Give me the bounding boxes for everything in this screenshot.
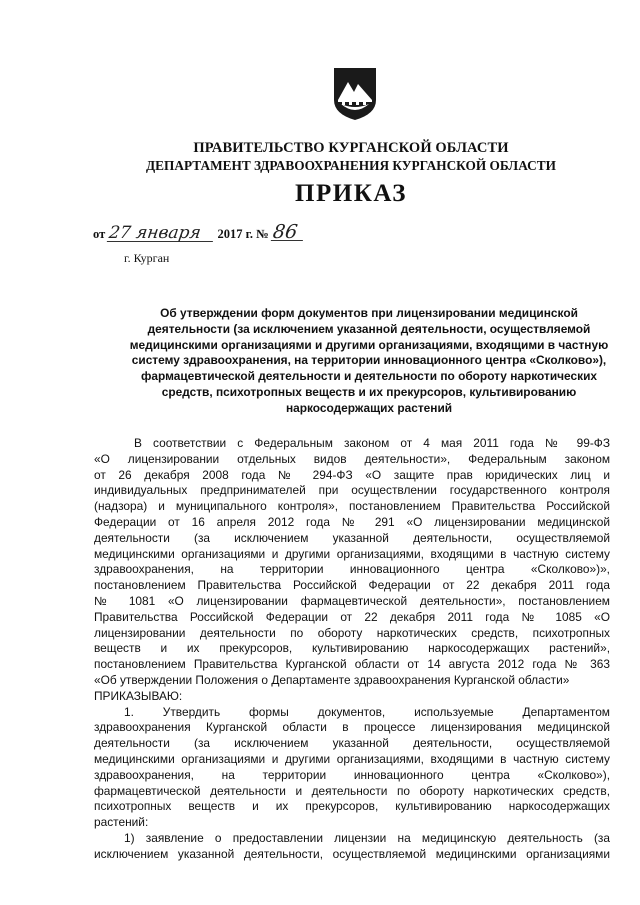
preamble-line: В соответствии с Федеральным законом от 4 мая 2011 года № 99-ФЗ [134, 436, 610, 450]
preamble-line: «О лицензировании отдельных видов деятельности», Федеральным законом [94, 451, 610, 466]
preamble-line: Федерации от 16 апреля 2012 года № 291 «О лицензировании медицинской [94, 514, 610, 529]
preamble-line: лицензировании деятельности по обороту наркотических средств, психотропных [94, 625, 610, 640]
title-line: систему здравоохранения, на территории инновационного центра «Сколково»), [131, 353, 607, 368]
order-directive: ПРИКАЗЫВАЮ: [94, 688, 183, 703]
year-number-label: 2017 г. № [217, 227, 269, 241]
item-line: психотропных веществ и их прекурсоров, культивированию наркосодержащих [94, 799, 610, 814]
document-type-title: ПРИКАЗ [295, 180, 407, 207]
order-dateline [93, 221, 304, 250]
order-body [94, 436, 610, 863]
city-label: г. Курган [124, 251, 170, 265]
item-line: фармацевтической деятельности и деятельности по обороту наркотических средств, [94, 783, 610, 798]
organization-name: ПРАВИТЕЛЬСТВО КУРГАНСКОЙ ОБЛАСТИ [193, 140, 509, 156]
order-subject-title [128, 306, 610, 417]
preamble-line: № 1081 «О лицензировании фармацевтической деятельности», постановлением [94, 593, 610, 608]
preamble-line: от 26 декабря 2008 года № 294-ФЗ «О защите прав юридических лиц и [94, 467, 610, 482]
department-name: ДЕПАРТАМЕНТ ЗДРАВООХРАНЕНИЯ КУРГАНСКОЙ ОБЛАСТИ [146, 158, 556, 173]
subitem-line: исключением указанной деятельности, осуществляемой медицинскими организациями [94, 846, 610, 861]
title-line: средств, психотропных веществ и их прекурсоров, культивированию [161, 384, 577, 399]
preamble-line: веществ и их прекурсоров, культивированию наркосодержащих растений», [94, 641, 610, 656]
preamble-line: индивидуальных предпринимателей при осуществлении государственного контроля [94, 483, 610, 498]
handwritten-order-number: 86 [271, 224, 305, 241]
title-line: Об утверждении форм документов при лицензировании медицинской [160, 306, 578, 320]
title-line: наркосодержащих растений [285, 400, 453, 415]
subitem-line: 1) заявление о предоставлении лицензии на медицинскую деятельность (за [124, 830, 610, 845]
preamble-line: (надзора) и муниципального контроля», постановлением Правительства Российской [94, 499, 610, 514]
item-line: растений: [94, 815, 149, 830]
preamble-line: здравоохранения, на территории инновационного центра «Сколково»)», [94, 562, 610, 577]
title-line: деятельности (за исключением указанной деятельности, осуществляемой [147, 321, 591, 336]
preamble-line: постановлением Правительства Российской Федерации от 22 декабря 2011 года [94, 578, 610, 593]
item-line: 1. Утвердить формы документов, используемые Департаментом [124, 704, 610, 719]
title-line: фармацевтической деятельности и деятельности по обороту наркотических [141, 369, 597, 384]
kurgan-coat-of-arms-icon [330, 66, 380, 122]
title-line: медицинскими организациями и другими организациями, входящими в частную [129, 337, 609, 352]
date-from-label: от [93, 227, 106, 241]
item-line: здравоохранения, на территории инновационного центра «Сколково»), [94, 767, 610, 782]
item-line: здравоохранения Курганской области в процессе лицензирования медицинской [94, 720, 610, 735]
preamble-line: деятельности (за исключением указанной деятельности, осуществляемой [94, 530, 610, 545]
preamble-line: медицинскими организациями и другими организациями, входящими в частную систему [94, 546, 610, 561]
preamble-line: постановлением Правительства Курганской области от 14 августа 2012 года № 363 [94, 657, 610, 672]
preamble-line: «Об утверждении Положения о Департаменте здравоохранения Курганской области» [94, 672, 570, 687]
item-line: медицинскими организациями и другими организациями, входящими в частную систему [94, 751, 610, 766]
item-line: деятельности (за исключением указанной деятельности, осуществляемой [94, 736, 610, 751]
preamble-line: Правительства Российской Федерации от 22 декабря 2011 года № 1085 «О [94, 609, 610, 624]
handwritten-date: 27 января [107, 225, 215, 242]
